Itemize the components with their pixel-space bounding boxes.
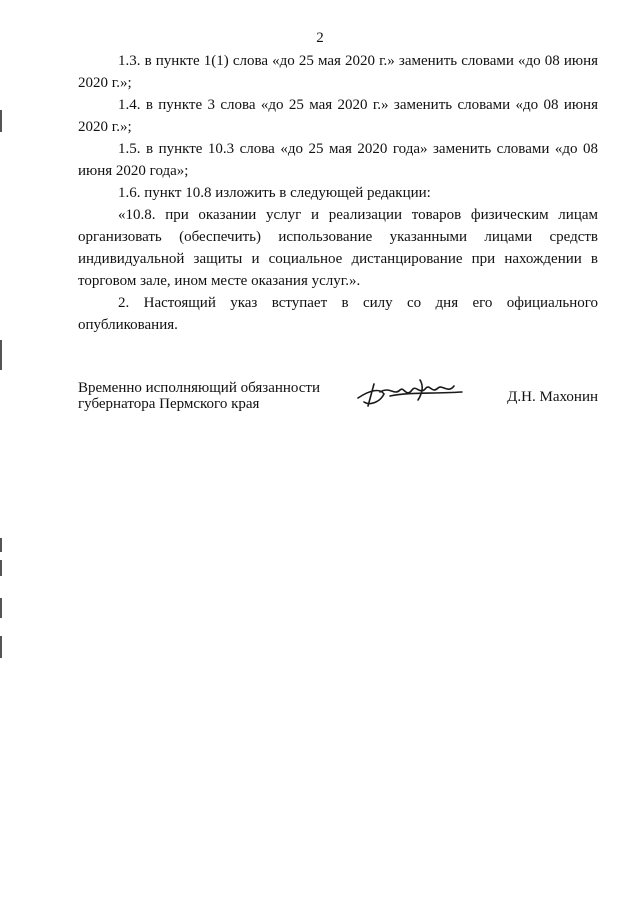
paragraph-1-5: 1.5. в пункте 10.3 слова «до 25 мая 2020 года» заменить словами «до 08 июня 2020 года»;: [78, 141, 598, 179]
position-line-2: губернатора Пермского края: [78, 396, 260, 412]
paragraph-1-6: 1.6. пункт 10.8 изложить в следующей редакции:: [118, 185, 431, 201]
scan-edge-mark: [0, 538, 2, 552]
document-body: [78, 50, 598, 336]
scan-edge-mark: [0, 636, 2, 658]
paragraph-10-8-quote: «10.8. при оказании услуг и реализации товаров физическим лицам организовать (обеспечить) использование указанными лицами средств индивидуальной защиты и социальное дистанцирование при нахождении в торговом зале, ином месте оказания услуг.».: [78, 207, 598, 289]
paragraph-1-4: 1.4. в пункте 3 слова «до 25 мая 2020 г.» заменить словами «до 08 июня 2020 г.»;: [78, 97, 598, 135]
position-line-1: Временно исполняющий обязанности: [78, 380, 321, 396]
scan-edge-mark: [0, 560, 2, 576]
scan-edge-mark: [0, 340, 2, 370]
scan-edge-mark: [0, 598, 2, 618]
paragraph-2: 2. Настоящий указ вступает в силу со дня его официального опубликования.: [78, 295, 598, 333]
handwritten-signature: [350, 372, 470, 412]
scan-edge-mark: [0, 110, 2, 132]
page-number: 2: [316, 30, 324, 46]
signatory-position: [78, 380, 320, 412]
signatory-name: Д.Н. Махонин: [507, 389, 598, 405]
paragraph-1-3: 1.3. в пункте 1(1) слова «до 25 мая 2020 г.» заменить словами «до 08 июня 2020 г.»;: [78, 53, 598, 91]
